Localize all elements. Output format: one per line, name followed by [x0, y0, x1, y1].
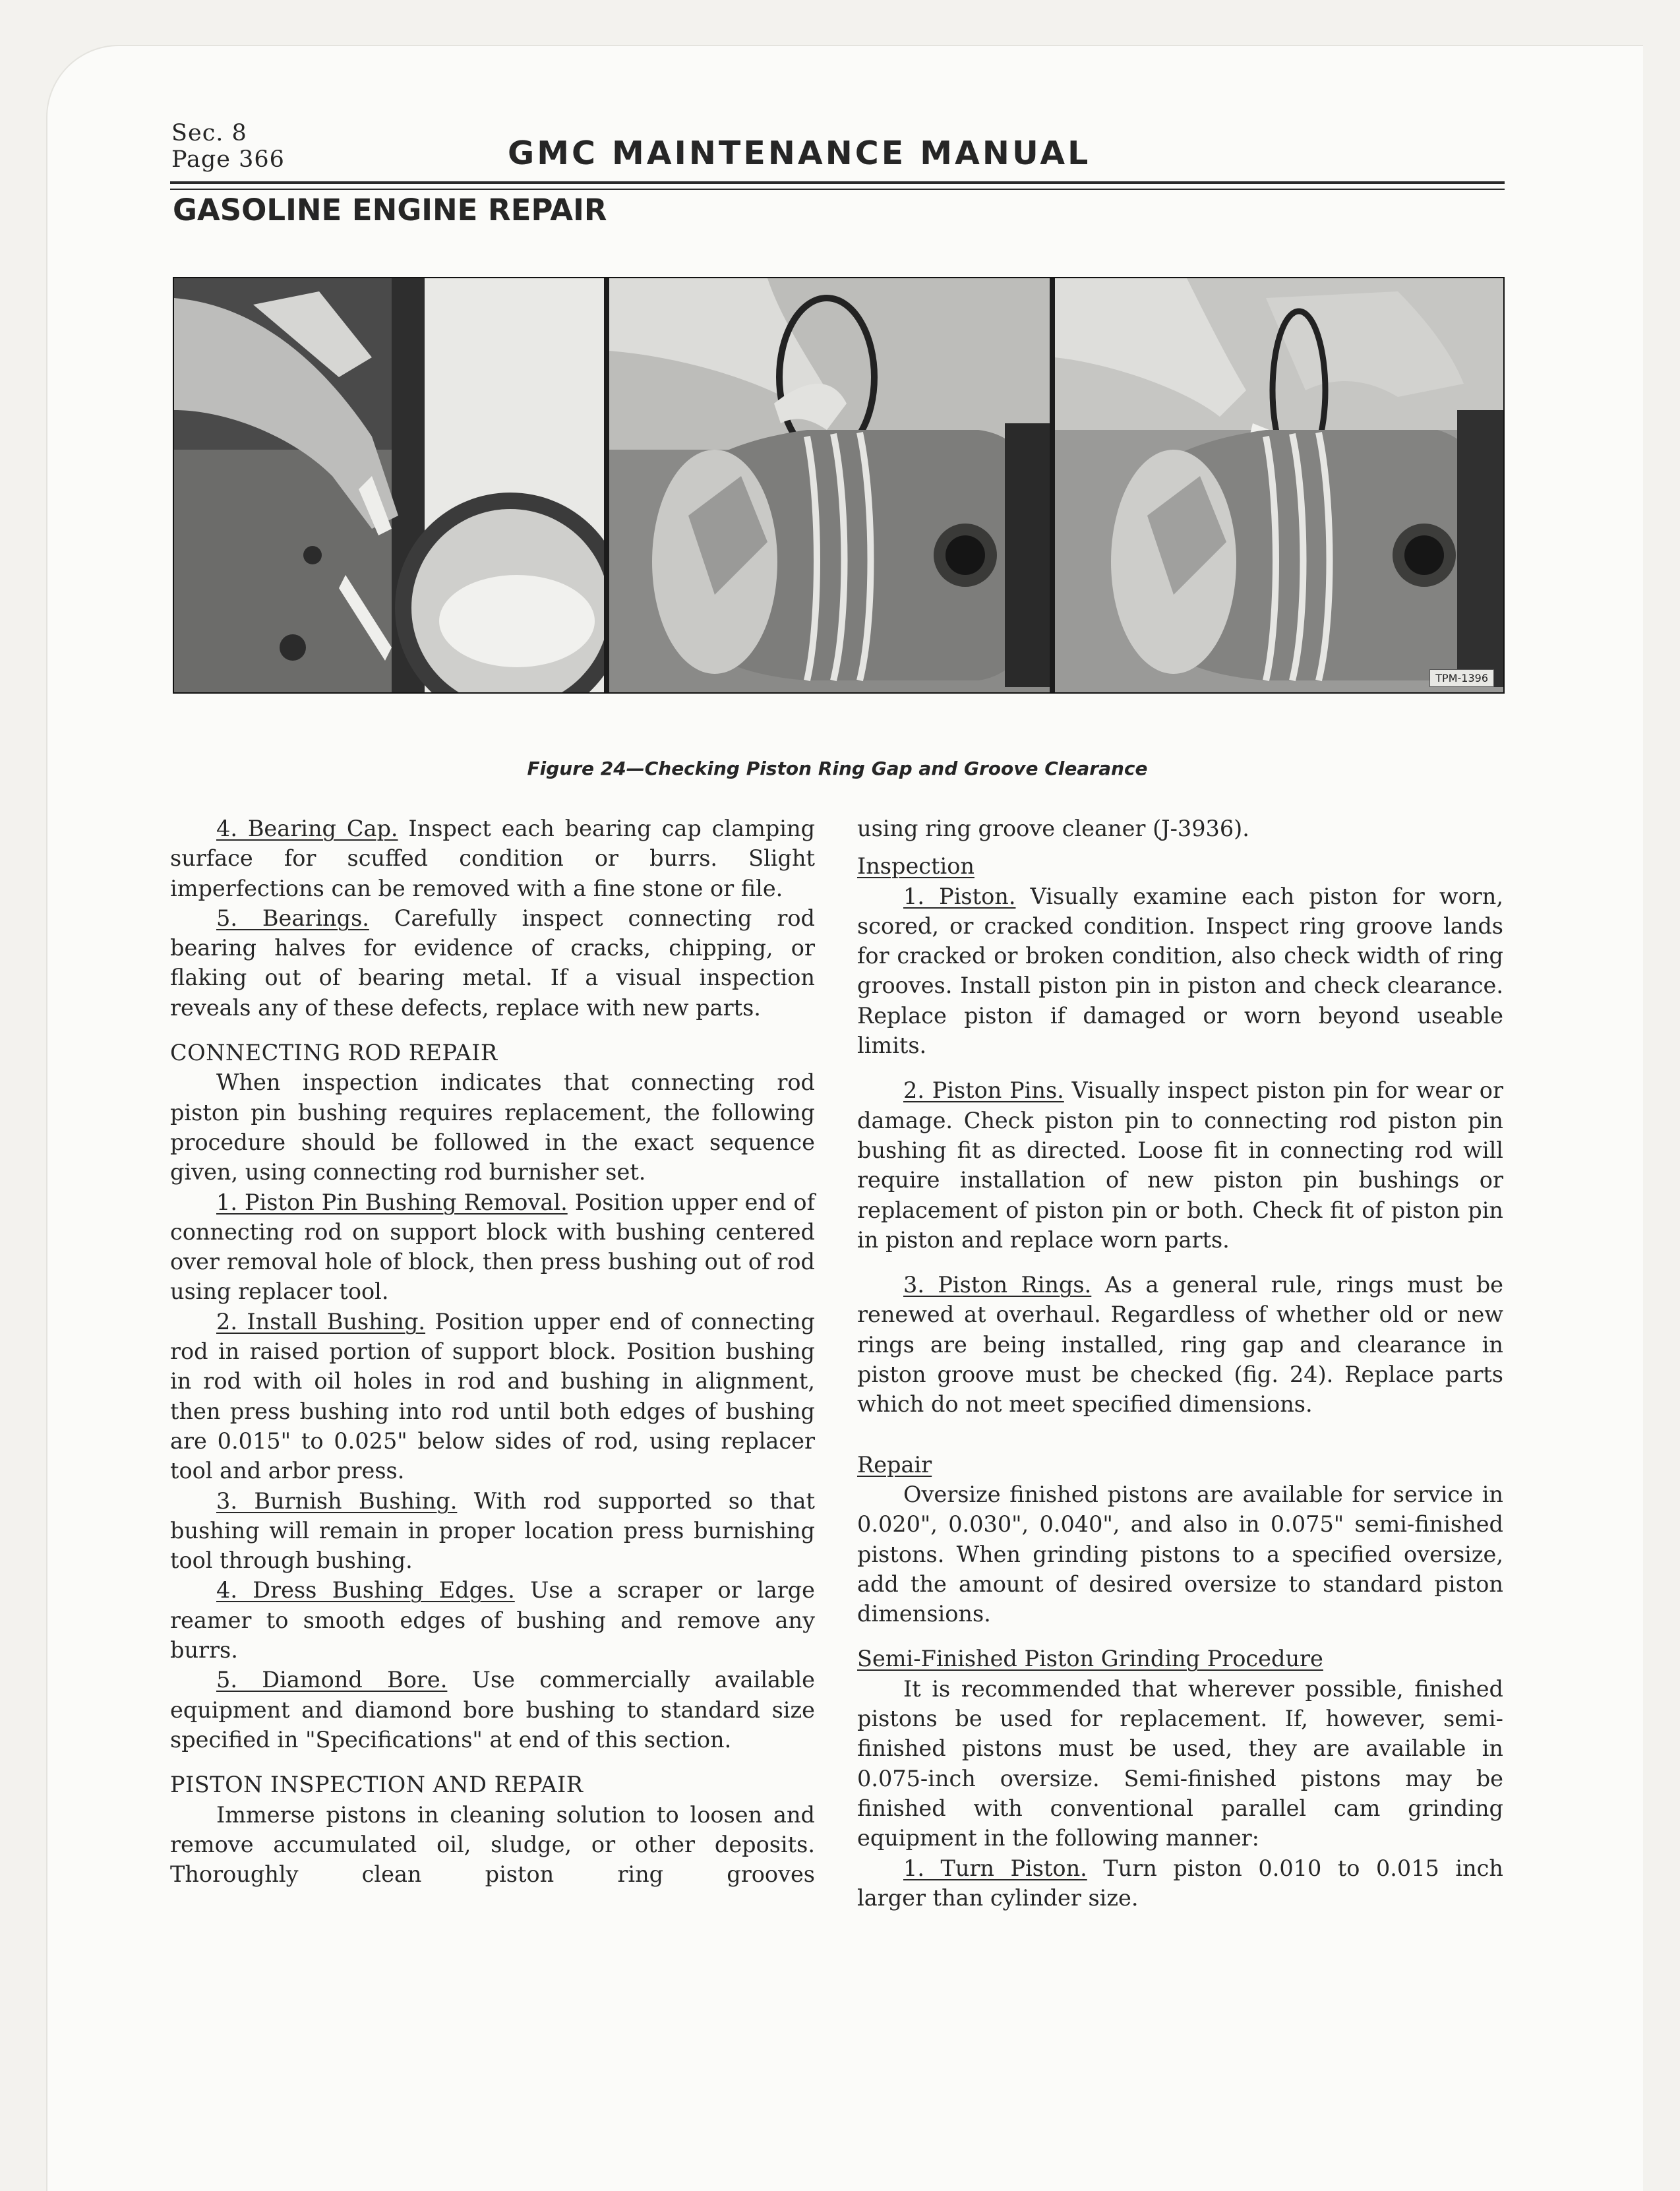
step-label: 4. Dress Bushing Edges.: [216, 1577, 515, 1604]
heading-piston-inspection: PISTON INSPECTION AND REPAIR: [170, 1772, 584, 1798]
paragraph-piston-pins: [857, 1075, 1503, 1255]
paragraph-bushing-removal: [170, 1187, 815, 1307]
paragraph-diamond-bore: [170, 1665, 815, 1755]
step-text: Visually examine each piston for worn, scored, or cracked condition. Inspect ring groove lands for cracked or broken condition, also check width of ring grooves. Install piston pin in piston and check clearance. Replace piston if damaged or worn beyond useable limits.: [857, 883, 1503, 1059]
step-text: Carefully inspect connecting rod bearing halves for evidence of cracks, chipping, or flaking out of bearing metal. If a visual inspection reveals any of these defects, replace with new parts.: [170, 905, 815, 1021]
figure-24-photo: [173, 277, 1505, 694]
heading-inspection: Inspection: [857, 853, 975, 880]
step-text: With rod supported so that bushing will remain in proper location press burnishing tool through bushing.: [170, 1487, 815, 1574]
figure-caption: Figure 24—Checking Piston Ring Gap and Groove Clearance: [527, 758, 1148, 779]
figure-code-label: TPM-1396: [1429, 669, 1494, 687]
step-text: Use commercially available equipment and diamond bore bushing to standard size specified in "Specifications" at end of this section.: [170, 1667, 815, 1753]
step-text: Use a scraper or large reamer to smooth edges of bushing and remove any burrs.: [170, 1577, 816, 1664]
manual-title: GMC MAINTENANCE MANUAL: [508, 135, 1091, 172]
step-label: 3. Burnish Bushing.: [216, 1487, 458, 1514]
step-text: As a general rule, rings must be renewed at overhaul. Regardless of whether old or new rings are being installed, ring gap and clearance in piston groove must be checked (fig. 24). Replace parts which do not meet specified dimensions.: [857, 1272, 1503, 1418]
page-number: Page 366: [171, 146, 285, 173]
paragraph-bearing-cap: [170, 814, 815, 903]
step-text: Position upper end of connecting rod on support block with bushing centered over removal hole of block, then press bushing out of rod using replacer tool.: [170, 1189, 815, 1305]
paragraph-piston: [857, 882, 1503, 1061]
header-rule-thick: [170, 181, 1505, 184]
step-label: 1. Piston Pin Bushing Removal.: [216, 1189, 568, 1215]
paragraph-piston-rings: [857, 1270, 1503, 1419]
heading-semi-finished-grinding: Semi-Finished Piston Grinding Procedure: [857, 1646, 1323, 1672]
step-label: 1. Turn Piston.: [903, 1855, 1087, 1881]
paragraph-repair: Oversize finished pistons are available for service in 0.020", 0.030", 0.040", and also in 0.075" semi-finished pistons. When grinding pistons to a specified oversize, add the amount of desired oversize to standard piston dimensions.: [857, 1481, 1503, 1627]
photo-piston-with-ring: [609, 278, 1050, 692]
section-number: Sec. 8: [171, 120, 247, 146]
step-label: 3. Piston Rings.: [903, 1272, 1092, 1298]
right-column: [857, 814, 1503, 1913]
paragraph-install-bushing: [170, 1307, 815, 1486]
step-text: Turn piston 0.010 to 0.015 inch larger than cylinder size.: [857, 1855, 1503, 1911]
step-text: Inspect each bearing cap clamping surface for scuffed condition or burrs. Slight imperfections can be removed with a fine stone or file.: [170, 816, 816, 901]
paragraph-continuation: using ring groove cleaner (J-3936).: [857, 816, 1249, 841]
paragraph-bearings: [170, 903, 815, 1023]
paragraph-semi-finished: It is recommended that wherever possible, finished pistons be used for replacement. If, however, semi-finished pistons must be used, they are available in 0.075-inch oversize. Semi-finished pistons may be finished with conventional parallel cam grinding equipment in the following manner:: [857, 1675, 1503, 1851]
paragraph-dress-edges: [170, 1575, 815, 1665]
photo-ring-gap-in-bore: [174, 278, 604, 692]
step-text: Position upper end of connecting rod in raised portion of support block. Position bushing in rod with oil holes in rod and bushing in alignment, then press bushing into rod until both edges of bushing are 0.015" to 0.025" below sides of rod, using replacer tool and arbor press.: [170, 1308, 815, 1484]
step-label: 4. Bearing Cap.: [216, 816, 398, 841]
step-label: 2. Install Bushing.: [216, 1308, 426, 1335]
step-text: Visually inspect piston pin for wear or damage. Check piston pin to connecting rod piston pin bushing fit as directed. Loose fit in connecting rod will require installation of new piston pin bushings or replacement of piston pin or both. Check fit of piston pin in piston and replace worn parts.: [857, 1077, 1503, 1253]
step-label: 5. Bearings.: [216, 905, 369, 931]
heading-repair: Repair: [857, 1451, 932, 1478]
photo-groove-clearance-check: [1055, 278, 1503, 692]
left-column: [170, 814, 815, 1889]
paragraph-burnish-bushing: [170, 1486, 815, 1576]
step-label: 2. Piston Pins.: [903, 1077, 1064, 1104]
heading-connecting-rod-repair: CONNECTING ROD REPAIR: [170, 1040, 498, 1066]
paragraph-turn-piston: [857, 1853, 1503, 1913]
paragraph-rod-repair-intro: When inspection indicates that connecting rod piston pin bushing requires replacement, the following procedure should be followed in the exact sequence given, using connecting rod burnisher set.: [170, 1069, 815, 1186]
section-title: GASOLINE ENGINE REPAIR: [173, 193, 607, 227]
step-label: 1. Piston.: [903, 883, 1016, 909]
step-label: 5. Diamond Bore.: [216, 1667, 448, 1693]
paragraph-piston-cleaning: Immerse pistons in cleaning solution to loosen and remove accumulated oil, sludge, or other deposits. Thoroughly clean piston ring grooves: [170, 1801, 815, 1888]
header-rule-thin: [170, 189, 1505, 190]
